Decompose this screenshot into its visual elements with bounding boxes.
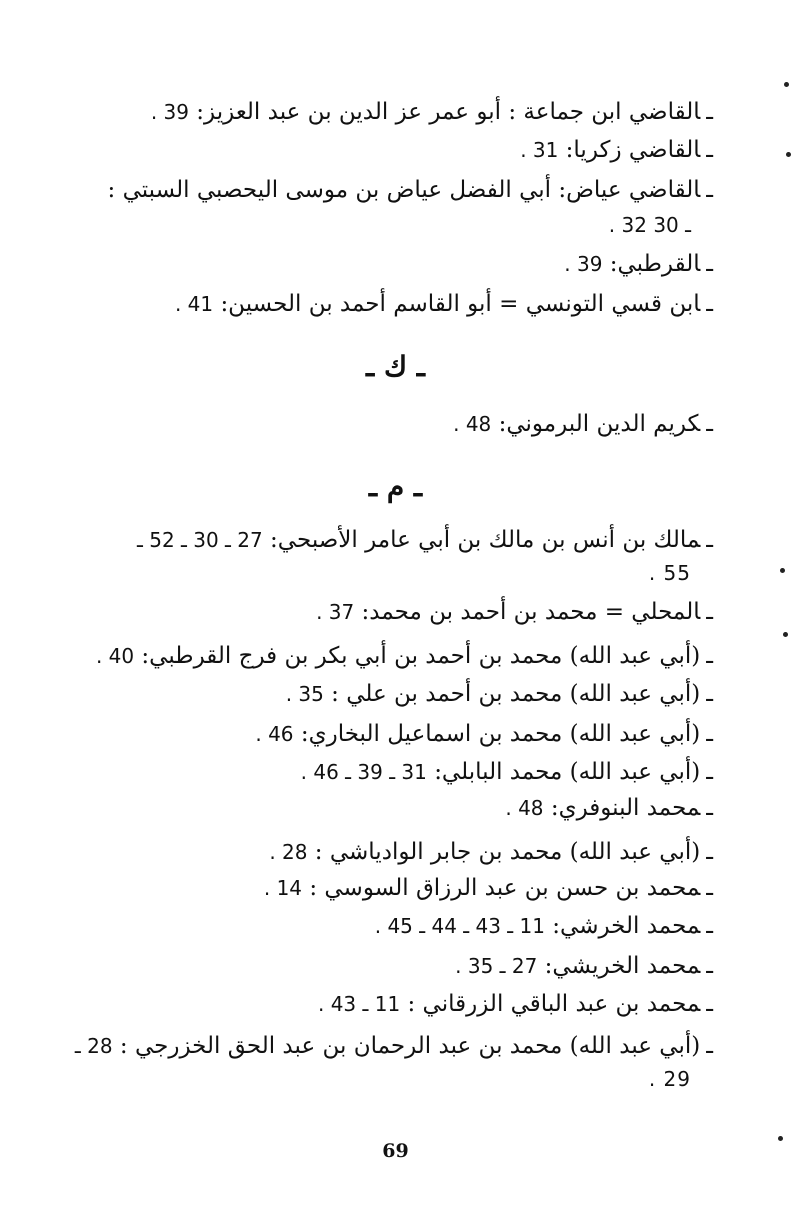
entry-text: (أبي عبد الله) محمد بن جابر الوادياشي : xyxy=(314,839,701,865)
index-entry xyxy=(93,716,713,752)
entry-text: القرطبي: xyxy=(609,251,701,277)
entry-page-refs: 31 ـ 39 ـ 46 . xyxy=(300,760,427,784)
entry-text: محمد بن حسن بن عبد الرزاق السوسي : xyxy=(309,875,701,901)
entry-text: ابن قسي التونسي = أبو القاسم أحمد بن الحسين: xyxy=(220,291,701,317)
entry-continuation: . 29 xyxy=(648,1067,691,1091)
entry-page-refs: 41 . xyxy=(174,292,214,316)
page-number: 69 xyxy=(382,1140,409,1162)
entry-text: القاضي زكريا: xyxy=(565,137,701,163)
entry-dash: ـ xyxy=(706,99,713,125)
entry-page-refs: 11 ـ 43 ـ 44 ـ 45 . xyxy=(374,914,545,938)
entry-page-refs: 40 . xyxy=(95,644,135,668)
entry-page-refs: 27 ـ 35 . xyxy=(455,954,538,978)
entry-dash: ـ xyxy=(706,759,713,785)
entry-text: محمد الخريشي: xyxy=(544,953,701,979)
entry-text: مالك بن أنس بن مالك بن أبي عامر الأصبحي: xyxy=(270,527,701,553)
entry-dash: ـ xyxy=(706,643,713,669)
entry-text: المحلي = محمد بن أحمد بن محمد: xyxy=(361,599,701,625)
scan-speck xyxy=(784,82,789,87)
entry-page-refs: 27 ـ 30 ـ 52 ـ xyxy=(137,528,263,552)
entry-text: القاضي عياض: أبي الفضل عياض بن موسى اليحصبي السبتي : xyxy=(107,177,701,203)
entry-text: (أبي عبد الله) محمد بن اسماعيل البخاري: xyxy=(300,721,701,747)
scan-speck xyxy=(780,568,785,573)
index-entry xyxy=(93,94,713,130)
entry-text: (أبي عبد الله) محمد بن عبد الرحمان بن عبد الحق الخزرجي : xyxy=(119,1033,701,1059)
entry-dash: ـ xyxy=(706,599,713,625)
entry-dash: ـ xyxy=(706,953,713,979)
entry-dash: ـ xyxy=(706,177,713,203)
entry-page-refs: 35 . xyxy=(285,682,324,706)
entry-dash: ـ xyxy=(706,1033,713,1059)
index-entry xyxy=(93,870,713,906)
entry-page-refs: 28 ـ xyxy=(74,1034,113,1058)
entry-text: محمد بن عبد الباقي الزرقاني : xyxy=(407,991,701,1017)
index-entry xyxy=(93,790,713,826)
index-entry xyxy=(93,676,713,712)
entry-text: محمد البنوفري: xyxy=(550,795,701,821)
entry-page-refs: 48 . xyxy=(453,412,492,436)
scan-speck xyxy=(786,152,791,157)
entry-dash: ـ xyxy=(706,291,713,317)
entry-dash: ـ xyxy=(706,991,713,1017)
section-heading-kaf: ـ ك ـ xyxy=(366,350,425,383)
entry-continuation: . 55 xyxy=(648,561,691,585)
entry-text: محمد الخرشي: xyxy=(552,913,701,939)
index-entry xyxy=(93,172,713,208)
index-entry xyxy=(93,986,713,1022)
entry-dash: ـ xyxy=(706,251,713,277)
entry-page-refs: 39 . xyxy=(150,100,189,124)
index-entry xyxy=(74,1028,713,1064)
entry-dash: ـ xyxy=(706,795,713,821)
entry-page-refs: 11 ـ 43 . xyxy=(317,992,401,1016)
index-entry xyxy=(93,754,713,790)
entry-page-refs: 39 . xyxy=(564,252,603,276)
index-entry xyxy=(93,594,713,630)
entry-text: كريم الدين البرموني: xyxy=(498,411,701,437)
index-entry xyxy=(93,132,713,168)
entry-text: القاضي ابن جماعة : أبو عمر عز الدين بن عبد العزيز: xyxy=(196,99,701,125)
index-entry xyxy=(93,908,713,944)
entry-dash: ـ xyxy=(706,875,713,901)
entry-page-refs: 28 . xyxy=(269,840,308,864)
entry-page-refs: 37 . xyxy=(316,600,355,624)
entry-dash: ـ xyxy=(706,681,713,707)
entry-dash: ـ xyxy=(706,137,713,163)
entry-dash: ـ xyxy=(706,721,713,747)
entry-page-refs: 46 . xyxy=(255,722,294,746)
section-heading-mim: ـ م ـ xyxy=(368,470,423,503)
entry-page-refs: 48 . xyxy=(505,796,544,820)
index-entry xyxy=(93,286,713,322)
entry-page-refs: 31 . xyxy=(520,138,559,162)
entry-continuation: . 32 ـ 30 xyxy=(608,213,691,237)
scan-speck xyxy=(783,632,788,637)
index-entry xyxy=(93,948,713,984)
entry-text: (أبي عبد الله) محمد البابلي: xyxy=(434,759,701,785)
index-entry xyxy=(93,834,713,870)
entry-dash: ـ xyxy=(706,913,713,939)
entry-dash: ـ xyxy=(706,411,713,437)
entry-dash: ـ xyxy=(706,527,713,553)
entry-dash: ـ xyxy=(706,839,713,865)
entry-page-refs: 14 . xyxy=(263,876,303,900)
scan-speck xyxy=(778,1136,783,1141)
entry-text: (أبي عبد الله) محمد بن أحمد بن أبي بكر بن فرج القرطبي: xyxy=(141,643,701,669)
entry-text: (أبي عبد الله) محمد بن أحمد بن علي : xyxy=(331,681,701,707)
index-entry xyxy=(93,522,713,558)
index-entry xyxy=(93,246,713,282)
index-entry xyxy=(93,638,713,674)
index-entry xyxy=(93,406,713,442)
